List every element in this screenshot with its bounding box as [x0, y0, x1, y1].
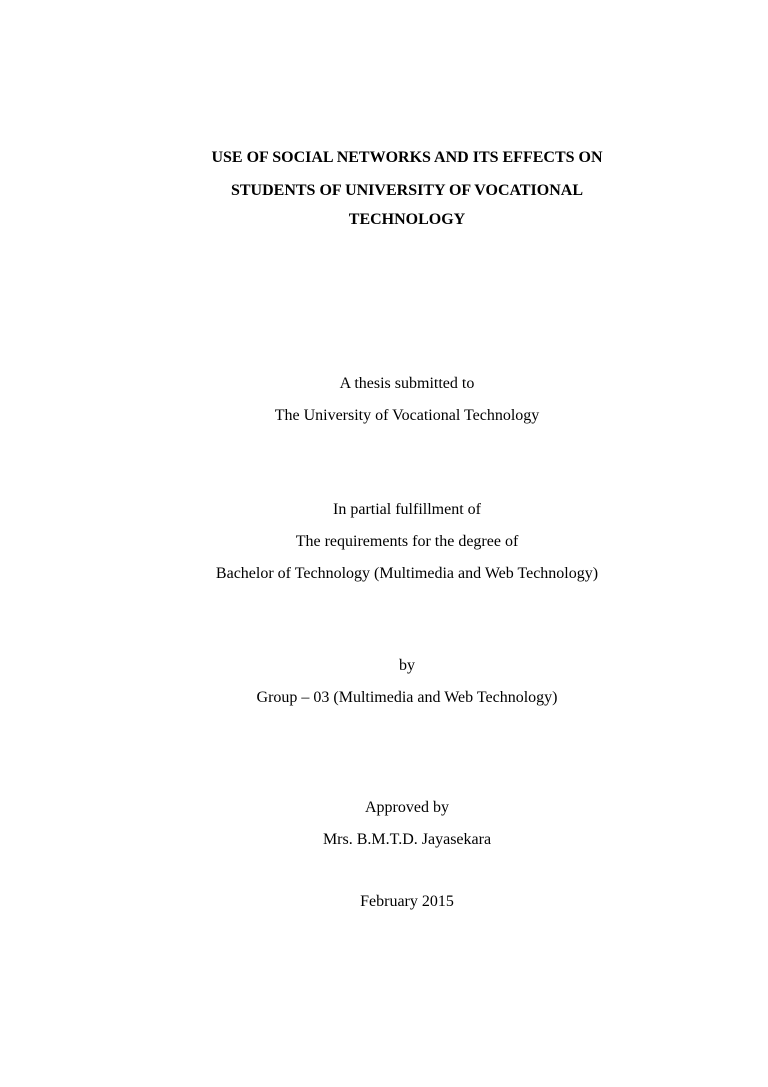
- degree-requirements: The requirements for the degree of: [295, 533, 519, 550]
- thesis-title-line-1: USE OF SOCIAL NETWORKS AND ITS EFFECTS ON: [211, 149, 603, 166]
- fulfillment-statement: In partial fulfillment of: [333, 501, 481, 518]
- author-group: Group – 03 (Multimedia and Web Technology): [256, 689, 558, 706]
- degree-name: Bachelor of Technology (Multimedia and Web Technology): [215, 565, 599, 582]
- author-by: by: [399, 657, 415, 674]
- approver-name: Mrs. B.M.T.D. Jayasekara: [322, 831, 492, 848]
- submission-institution: The University of Vocational Technology: [274, 407, 540, 424]
- thesis-title-line-2: STUDENTS OF UNIVERSITY OF VOCATIONAL: [230, 182, 584, 199]
- approval-label: Approved by: [365, 799, 449, 816]
- submission-date: February 2015: [360, 893, 454, 910]
- submission-statement: A thesis submitted to: [339, 375, 475, 392]
- thesis-title-line-3: TECHNOLOGY: [348, 211, 466, 228]
